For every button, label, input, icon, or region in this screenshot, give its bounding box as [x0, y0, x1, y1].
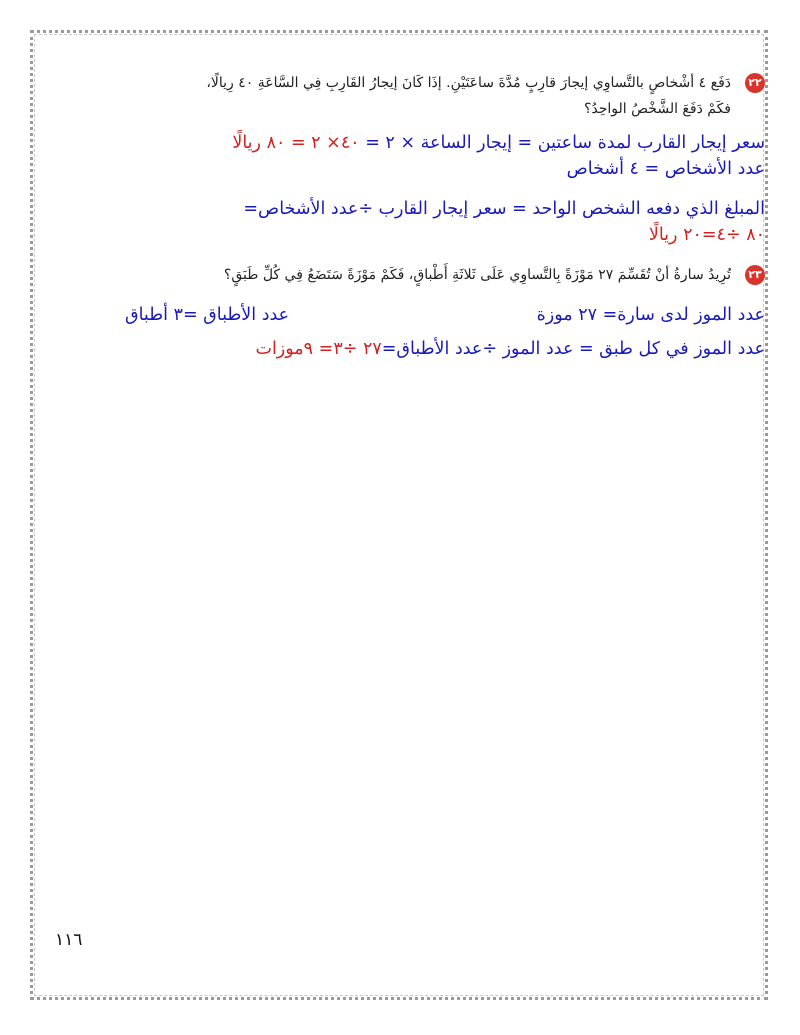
answer-23-line-1 — [125, 302, 765, 328]
answer-23-result: ٢٧ ÷٣= ٩موزات — [255, 339, 382, 359]
page-number: ١١٦ — [55, 930, 83, 950]
question-number-badge: ٢٢ — [745, 73, 765, 93]
question-22-text-line-2: فكَمْ دَفَعَ الشَّخْصُ الواحِدُ؟ — [583, 101, 731, 117]
question-23-text: تُرِيدُ سارةُ أنْ تُقَسِّمَ ٢٧ مَوْزَةً بِالتَّساوِي عَلَى ثَلاثَةِ أَطْباقٍ، فَكَمْ مَوْزَةً سَتَضَعُ فِي كُلِّ طَبَقٍ؟ — [223, 267, 731, 283]
question-22-text-line-1: دَفَع ٤ أشْخاصٍ بالتَّساوِي إيجارَ قارِبٍ مُدَّةَ ساعَتَيْنِ. إذَا كَانَ إيجارُ القَارِبِ فِي السَّاعَةِ ٤٠ رِيالًا، — [206, 75, 731, 91]
answer-23-formula: عدد الموز في كل طبق = عدد الموز ÷عدد الأطباق= — [381, 339, 765, 359]
answer-22-line-1 — [125, 130, 765, 156]
question-23 — [125, 262, 765, 288]
answer-22-rent-formula: سعر إيجار القارب لمدة ساعتين = إيجار الساعة × ٢ = — [359, 133, 765, 153]
question-number-badge: ٢٣ — [745, 265, 765, 285]
answer-23-bananas: عدد الموز لدى سارة= ٢٧ موزة — [536, 305, 765, 325]
answer-23-line-2 — [125, 336, 765, 362]
question-22 — [125, 70, 765, 122]
answer-22-line-2: عدد الأشخاص = ٤ أشخاص — [566, 159, 765, 179]
answer-22-line-4: ٨٠ ÷٤=٢٠ ريالًا — [648, 225, 765, 245]
answer-22-rent-result: ٤٠× ٢ = ٨٠ ريالًا — [232, 133, 360, 153]
worksheet-content — [125, 70, 765, 362]
answer-23-plates: عدد الأطباق =٣ أطباق — [125, 305, 290, 325]
answer-22-line-3: المبلغ الذي دفعه الشخص الواحد = سعر إيجار القارب ÷عدد الأشخاص= — [243, 199, 765, 219]
